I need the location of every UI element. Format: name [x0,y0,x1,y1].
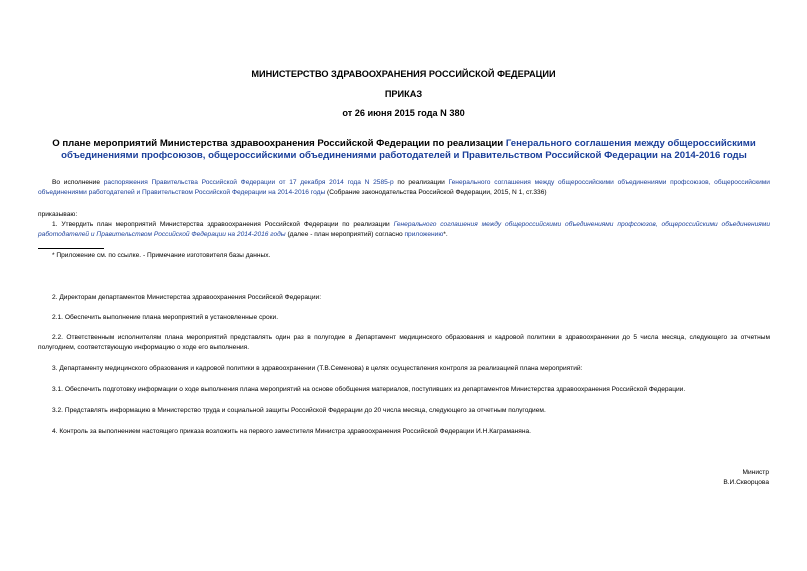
item-3-2: 3.2. Представлять информацию в Министерство труда и социальной защиты Российской Федерации до 20 числа месяца, следующего за отчетным полугодием. [52,407,546,414]
item-2-2: 2.2. Ответственным исполнителям плана мероприятий представлять один раз в полугодие в Департамент медицинского образования и кадровой политики в здравоохранении до 5 числа месяца, следующего за отчетным полугодием, соответствующую информацию о ходе его выполнения. [38,334,770,351]
title-plain: О плане мероприятий Министерства здравоохранения Российской Федерации по реализации [52,138,506,149]
link-government-order[interactable]: распоряжения Правительства Российской Федерации от 17 декабря 2014 года N 2585-р [103,179,394,186]
signature-name: В.И.Скворцова [723,479,769,486]
preamble-text-3: (Собрание законодательства Российской Федерации, 2015, N 1, ст.336) [325,188,547,196]
signature-position: Министр [742,469,769,476]
preamble-text-2: по реализации [393,179,449,186]
item-3-1: 3.1. Обеспечить подготовку информации о ходе выполнения плана мероприятий на основе обобщения материалов, поступивших из департаментов Министерства здравоохранения Российской Федерации. [52,386,686,393]
item-1-paragraph [38,220,770,239]
footnote-text: * Приложение см. по ссылке. - Примечание изготовителя базы данных. [52,252,271,259]
doc-type-heading: ПРИКАЗ [384,89,423,99]
item-1-text-2: (далее - план мероприятий) согласно [285,230,405,238]
item-3: 3. Департаменту медицинского образования и кадровой политики в здравоохранении (Т.В.Семенова) в целях осуществления контроля за реализацией плана мероприятий: [52,365,583,372]
ministry-heading: МИНИСТЕРСТВО ЗДРАВООХРАНЕНИЯ РОССИЙСКОЙ ФЕДЕРАЦИИ [251,69,556,79]
link-appendix[interactable]: приложению [404,230,444,238]
preamble-paragraph [38,178,770,197]
document-title [24,138,784,162]
footnote-divider [38,248,104,249]
date-number-heading: от 26 июня 2015 года N 380 [342,108,465,118]
item-2-1: 2.1. Обеспечить выполнение плана мероприятий в установленные сроки. [52,314,279,321]
item-1-text-1: 1. Утвердить план мероприятий Министерства здравоохранения Российской Федерации по реализации [52,221,394,228]
item-1-link-general-agreement[interactable]: Генерального соглашения между общероссийскими объединениями профсоюзов, общероссийскими объединениями работодателей и Правительством Российской Федерации на 2014-2016 годы [38,221,771,238]
item-4: 4. Контроль за выполнением настоящего приказа возложить на первого заместителя Министра здравоохранения Российской Федерации И.Н.Каграманяна. [52,428,532,435]
item-1-text-3: *. [443,230,448,238]
preamble-text-1: Во исполнение [52,179,104,186]
item-2: 2. Директорам департаментов Министерства здравоохранения Российской Федерации: [52,294,322,301]
title-link-general-agreement[interactable]: Генерального соглашения между общероссийскими объединениями профсоюзов, общероссийскими объединениями работодателей и Правительством Российской Федерации на 2014-2016 годы [61,138,756,161]
link-general-agreement[interactable]: Генерального соглашения между общероссийскими объединениями профсоюзов, общероссийскими объединениями работодателей и Правительством Российской Федерации на 2014-2016 годы [38,179,770,196]
order-word: приказываю: [38,211,78,218]
